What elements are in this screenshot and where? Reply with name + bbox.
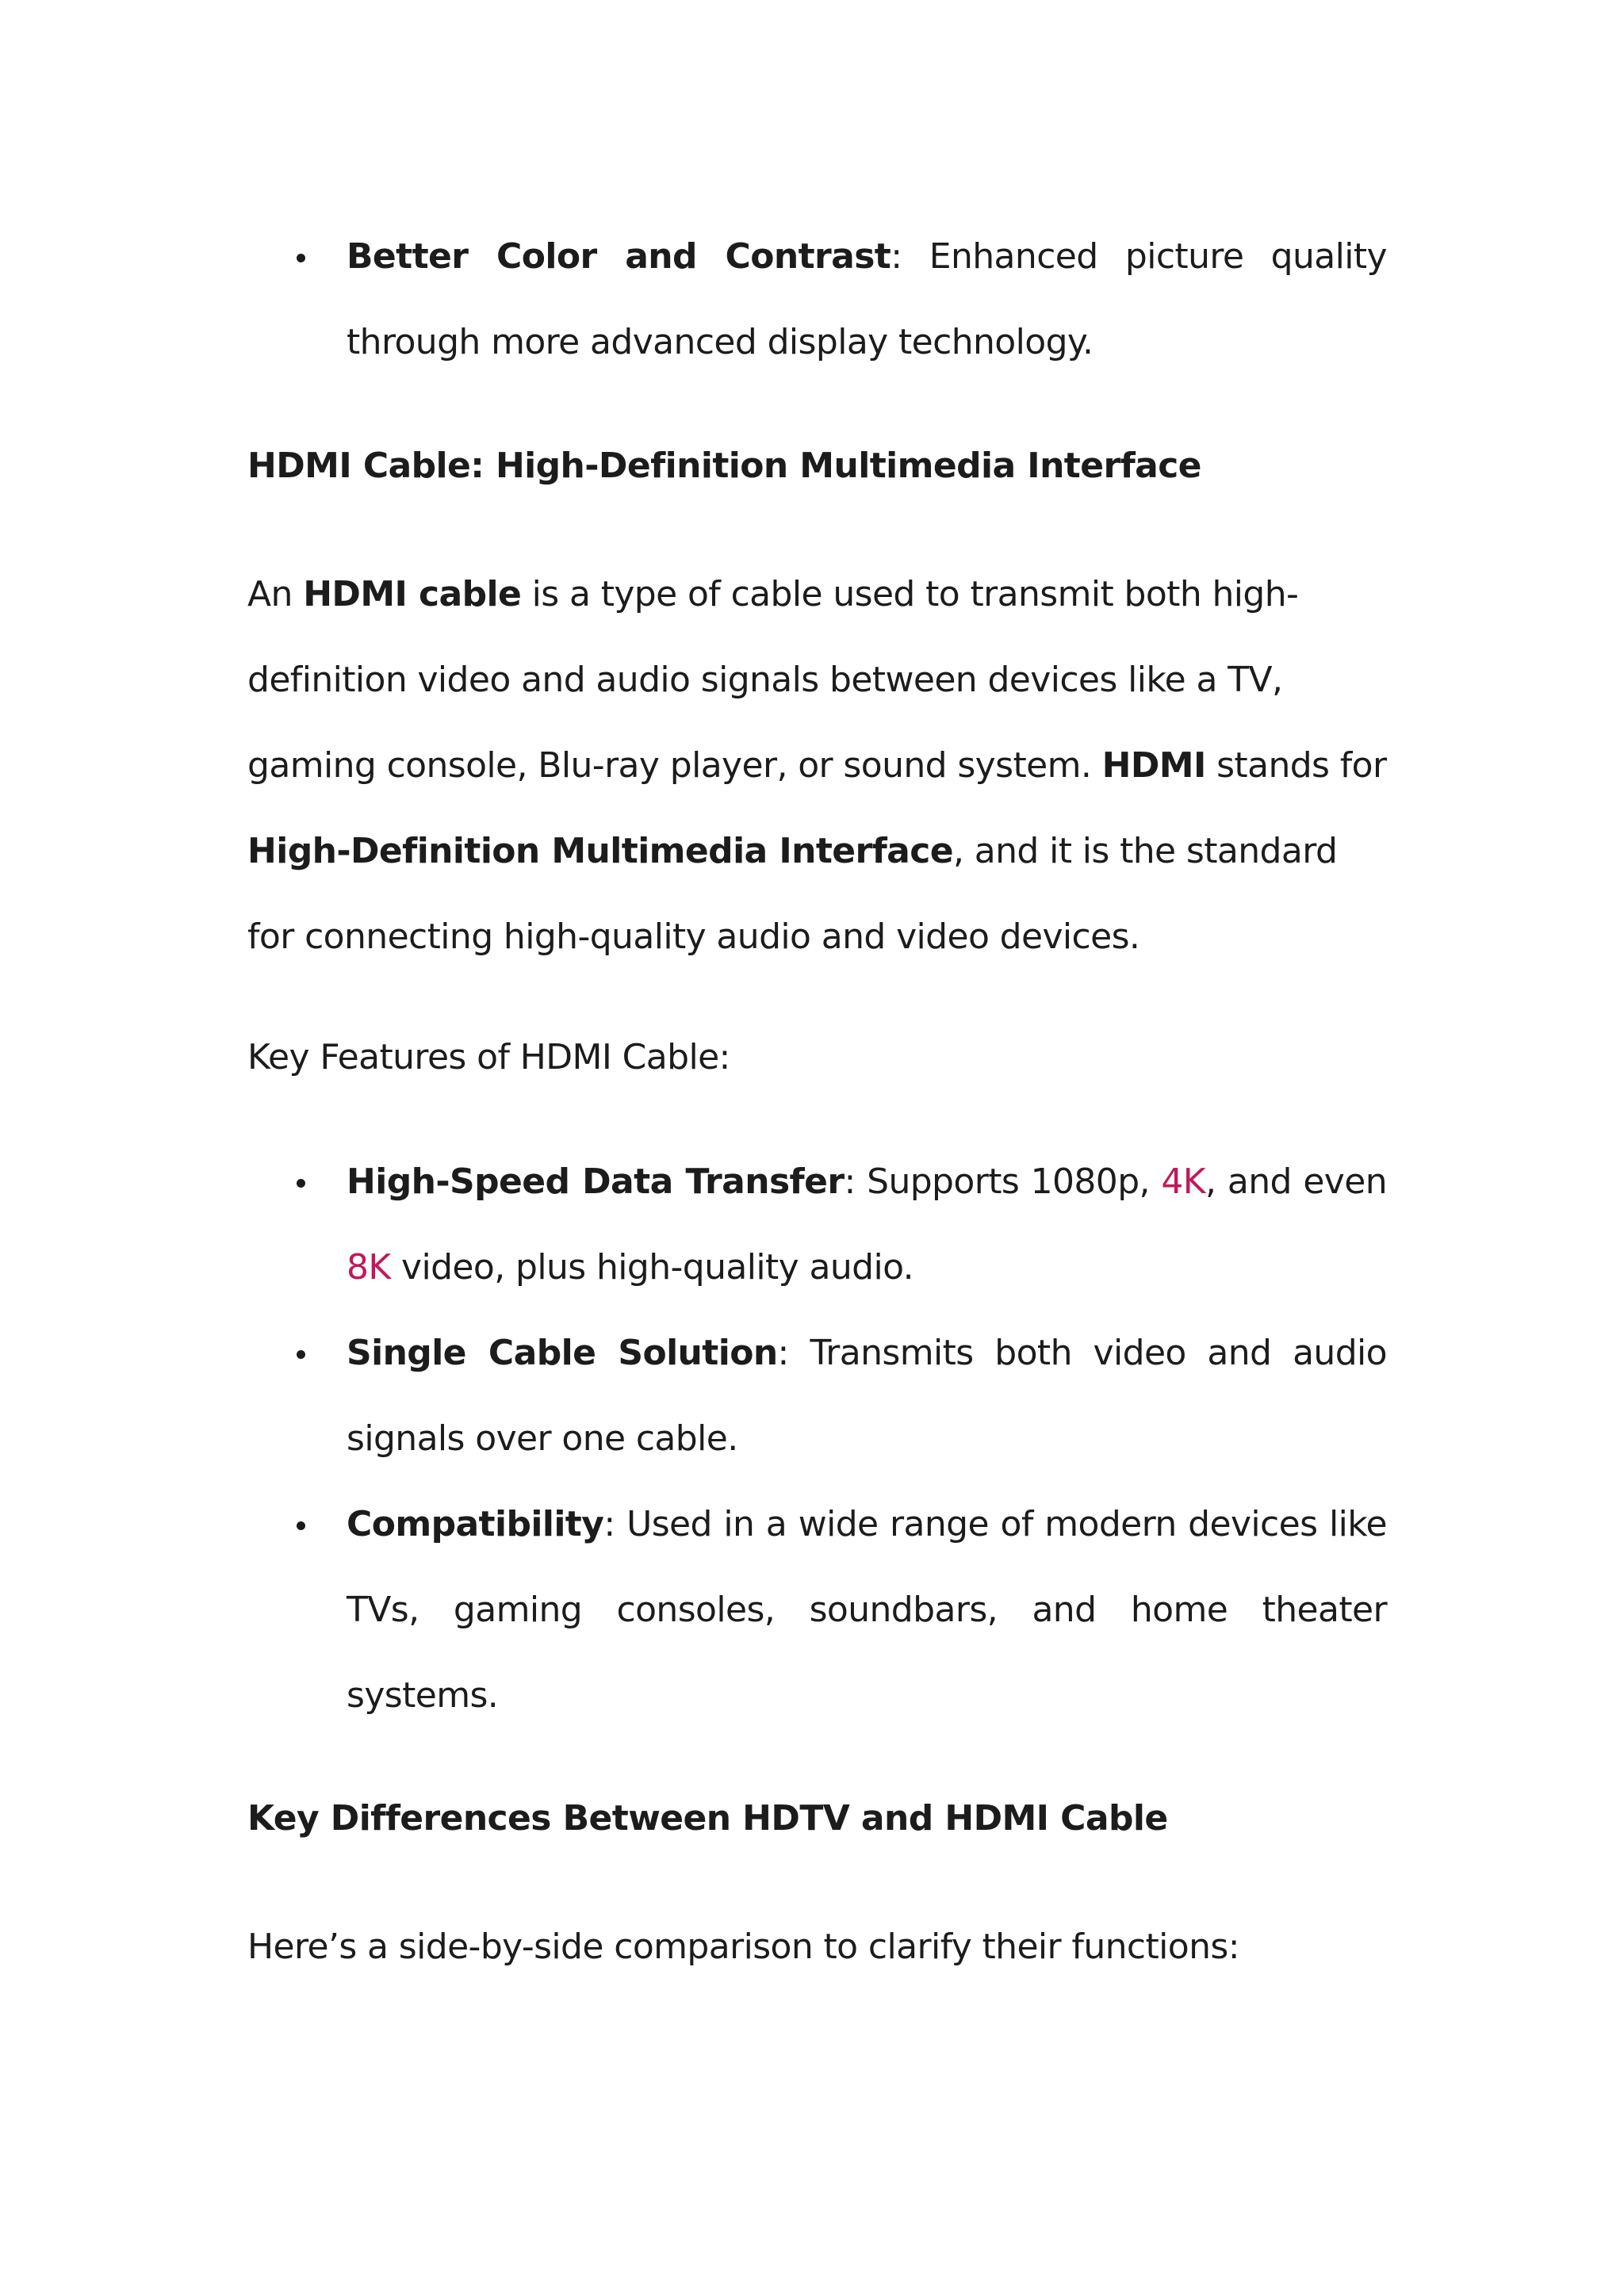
feature-list-wrapper: [247, 1139, 1387, 1739]
section-heading-hdmi: HDMI Cable: High-Definition Multimedia Interface: [247, 446, 1201, 486]
feature-term: Single Cable Solution: [347, 1333, 778, 1373]
link-4k[interactable]: 4K: [1161, 1161, 1206, 1202]
bullet-icon: [297, 1350, 305, 1359]
bullet-icon: [297, 1179, 305, 1188]
para-text: An: [247, 574, 304, 614]
list-item: [247, 1482, 1387, 1739]
feature-list: [247, 1139, 1387, 1739]
feature-text: video, plus high-quality audio.: [390, 1247, 914, 1288]
features-intro: Key Features of HDMI Cable:: [247, 1037, 730, 1077]
para-text: is a type of cable used to transmit both high-definition video and audio signals between devices like a TV, gaming console, Blu-ray player, or sound system.: [247, 574, 1299, 786]
bullet-icon: [297, 1521, 305, 1530]
para-text: stands for: [1205, 745, 1387, 786]
hdmi-paragraph: [247, 552, 1387, 980]
feature-term: Compatibility: [347, 1504, 604, 1544]
para-text: , and it is the standard for connecting high-quality audio and video devices.: [247, 831, 1338, 957]
section-heading-differences: Key Differences Between HDTV and HDMI Cable: [247, 1798, 1168, 1839]
prev-bullet-list: [247, 214, 1387, 385]
bullet-text: : Enhanced picture quality through more advanced display technology.: [347, 236, 1387, 362]
bullet-term: Better Color and Contrast: [347, 236, 891, 277]
para-term: HDMI: [1101, 745, 1206, 786]
feature-text: : Used in a wide range of modern devices like TVs, gaming consoles, soundbars, and home theater systems.: [347, 1504, 1387, 1716]
feature-text: : Transmits both video and audio signals over one cable.: [347, 1333, 1387, 1459]
prev-bullet-list-wrapper: [247, 214, 1387, 385]
feature-text: , and even: [1205, 1161, 1387, 1202]
feature-text: : Supports 1080p,: [844, 1161, 1162, 1202]
para-term: HDMI cable: [303, 574, 522, 614]
bullet-icon: [297, 254, 305, 262]
para-term: High-Definition Multimedia Interface: [247, 831, 953, 871]
list-item: [247, 214, 1387, 385]
feature-term: High-Speed Data Transfer: [347, 1161, 845, 1202]
differences-intro: Here’s a side-by-side comparison to clarify their functions:: [247, 1927, 1239, 1967]
link-8k[interactable]: 8K: [347, 1247, 391, 1288]
list-item: [247, 1139, 1387, 1311]
list-item: [247, 1311, 1387, 1482]
